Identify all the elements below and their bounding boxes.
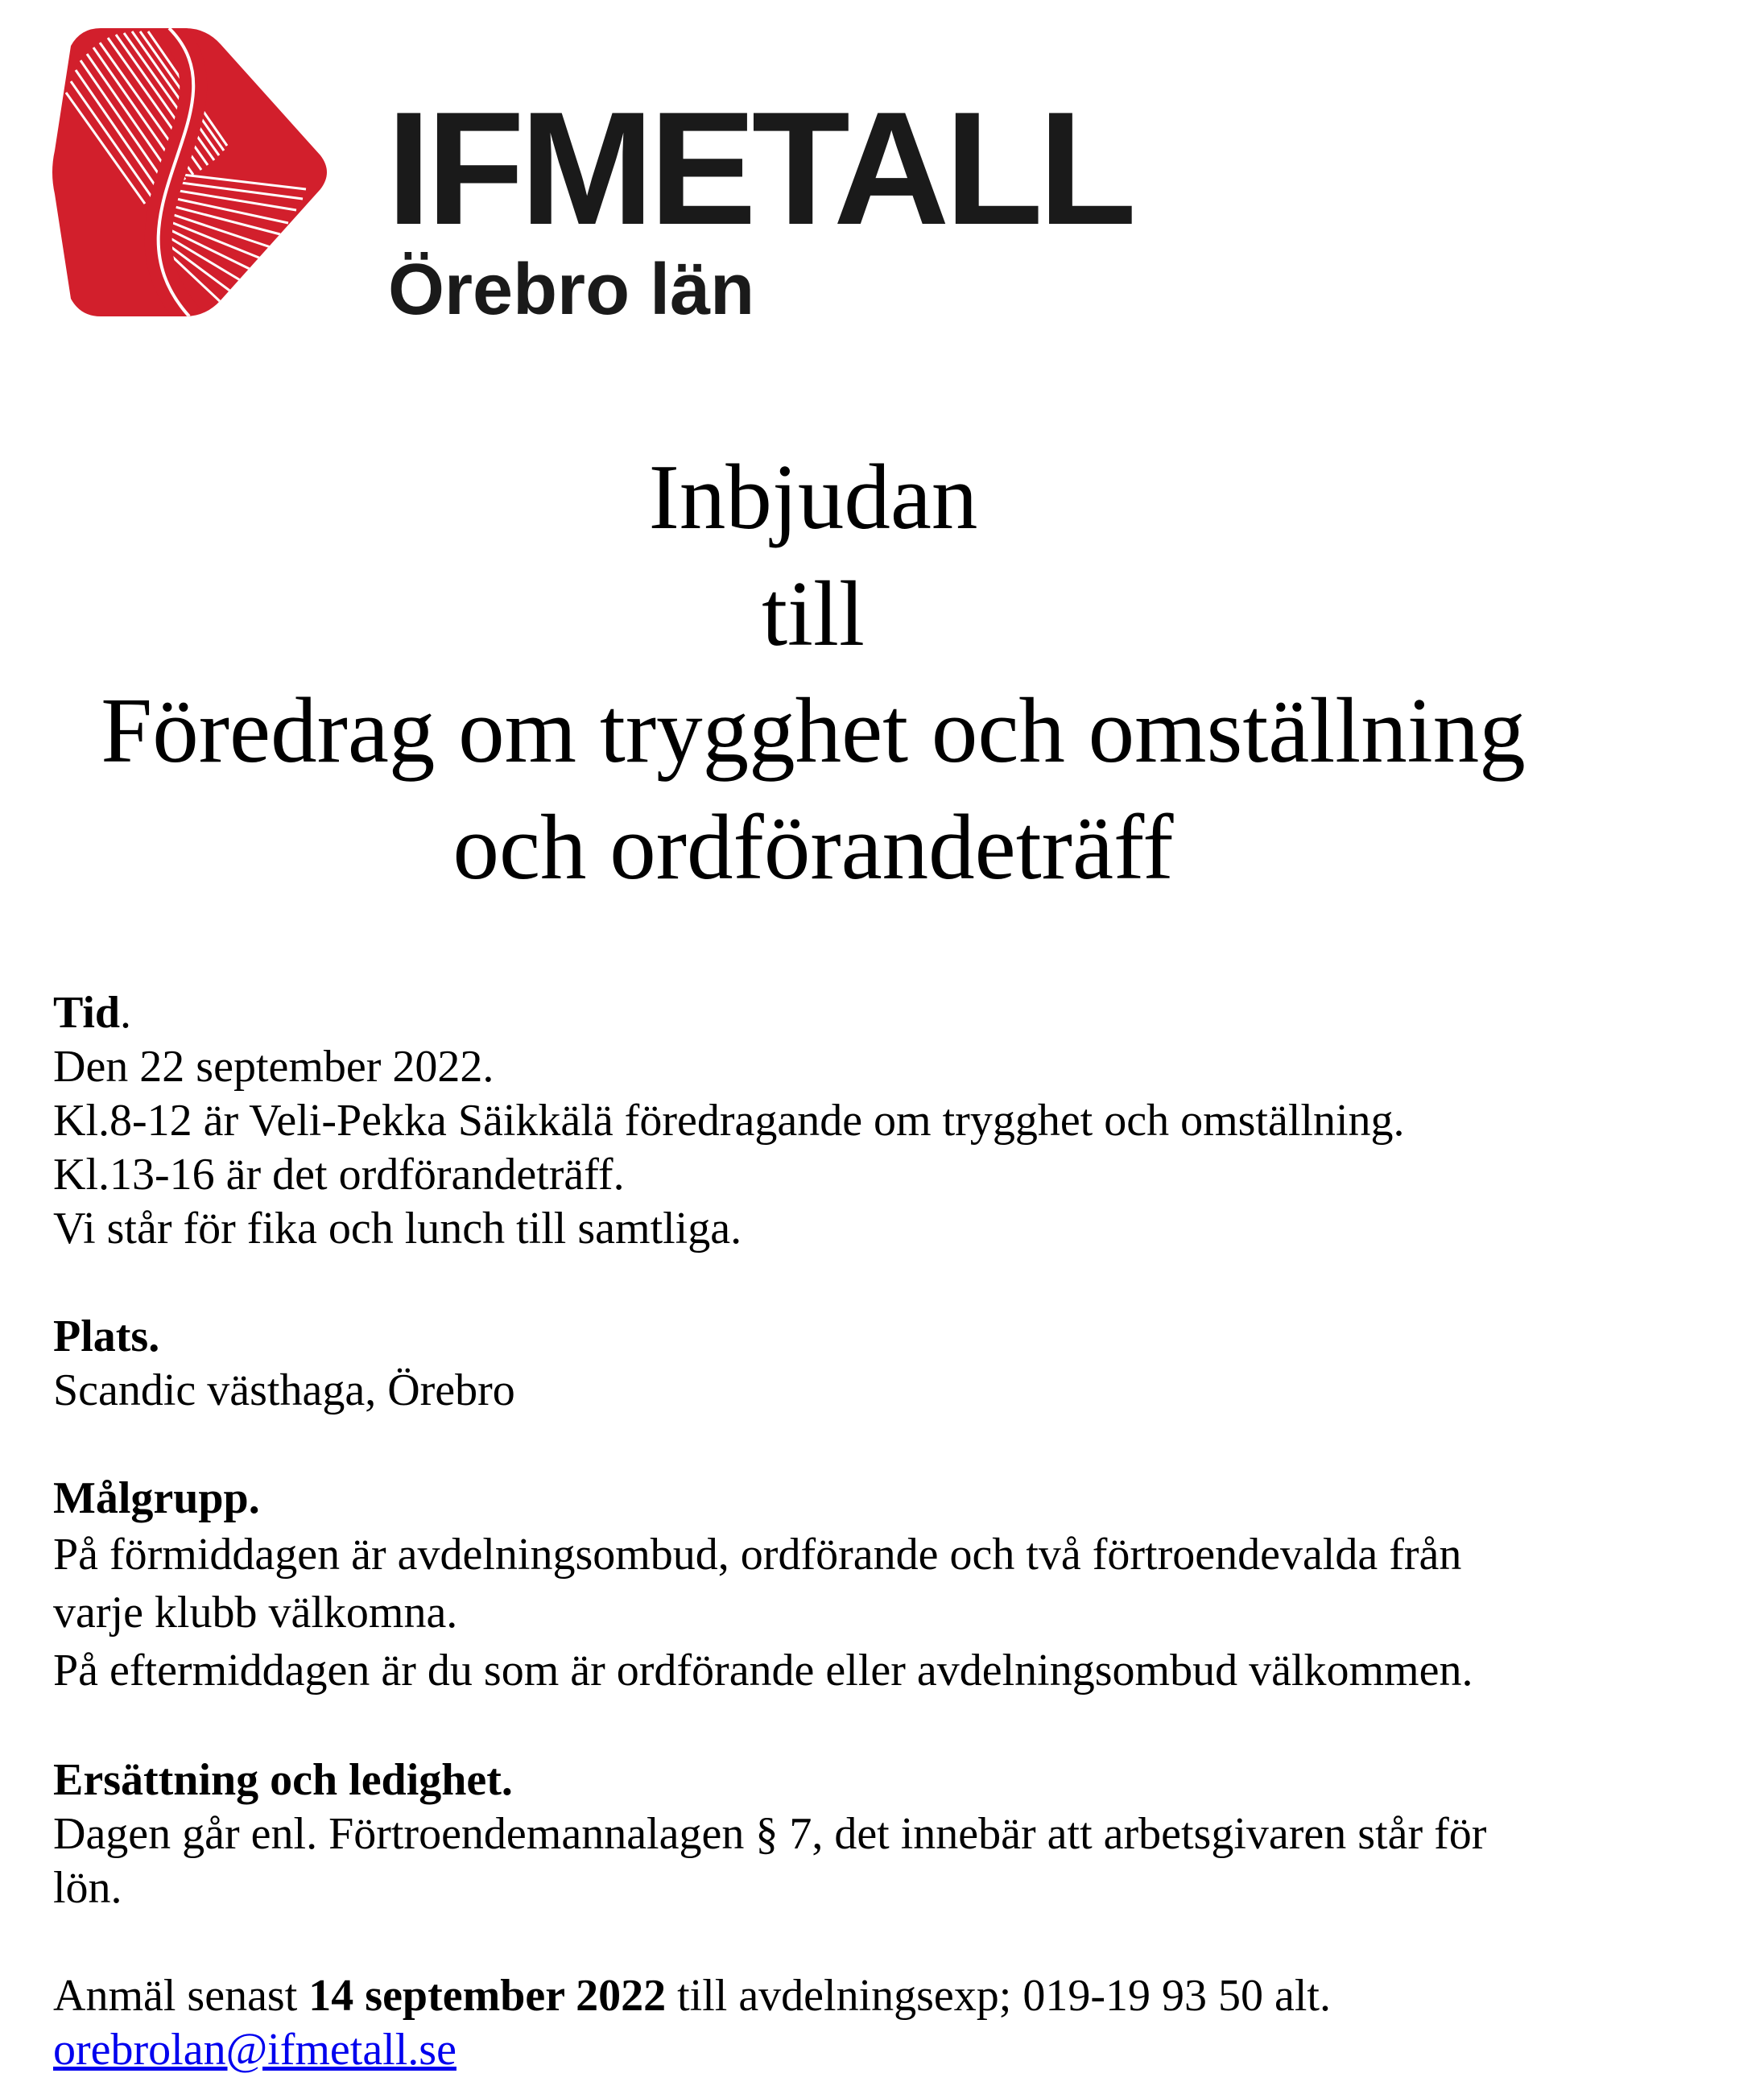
invitation-body (53, 986, 1696, 2077)
malgrupp-line: På förmiddagen är avdelningsombud, ordförande och två förtroendevalda från (53, 1530, 1462, 1580)
anmal-suffix: till avdelningsexp; 019-19 93 50 alt. (666, 1971, 1331, 2021)
title-line-4: och ordförandeträff (452, 796, 1174, 898)
ersattning-line: lön. (53, 1863, 122, 1913)
brand-name: IFMETALL (386, 79, 1132, 258)
malgrupp-heading: Målgrupp. (53, 1473, 260, 1523)
tid-heading-line (53, 986, 1696, 1040)
plats-section (53, 1310, 1696, 1418)
brand-region: Örebro län (388, 250, 755, 330)
email-link[interactable]: orebrolan@ifmetall.se (53, 2025, 456, 2075)
ersattning-heading: Ersättning och ledighet. (53, 1755, 513, 1805)
malgrupp-line: varje klubb välkomna. (53, 1588, 458, 1638)
tid-line: Kl.13-16 är det ordförandeträff. (53, 1150, 625, 1200)
tid-section (53, 986, 1696, 1256)
tid-heading-suffix: . (120, 988, 132, 1038)
malgrupp-section (53, 1472, 1696, 1700)
anmal-line (53, 1969, 1696, 2023)
anmal-section (53, 1969, 1696, 2077)
anmal-deadline: 14 september 2022 (308, 1971, 667, 2021)
tid-line: Den 22 september 2022. (53, 1042, 494, 1092)
anmal-prefix: Anmäl senast (53, 1971, 309, 2021)
ersattning-line: Dagen går enl. Förtroendemannalagen § 7, det innebär att arbetsgivaren står för (53, 1809, 1487, 1859)
tid-line: Kl.8-12 är Veli-Pekka Säikkälä föredragande om trygghet och omställning. (53, 1096, 1405, 1146)
malgrupp-line: På eftermiddagen är du som är ordförande eller avdelningsombud välkommen. (53, 1646, 1473, 1695)
title-line-1: Inbjudan (648, 446, 978, 548)
tid-heading: Tid (53, 988, 121, 1038)
ersattning-section (53, 1753, 1696, 1915)
document-title (0, 439, 1626, 906)
plats-heading: Plats. (53, 1311, 160, 1361)
plats-line: Scandic västhaga, Örebro (53, 1365, 515, 1415)
tid-line: Vi står för fika och lunch till samtliga. (53, 1204, 742, 1254)
title-line-2: till (762, 563, 865, 665)
ifmetall-logo-icon (48, 12, 338, 332)
title-line-3: Föredrag om trygghet och omställning (101, 679, 1526, 782)
